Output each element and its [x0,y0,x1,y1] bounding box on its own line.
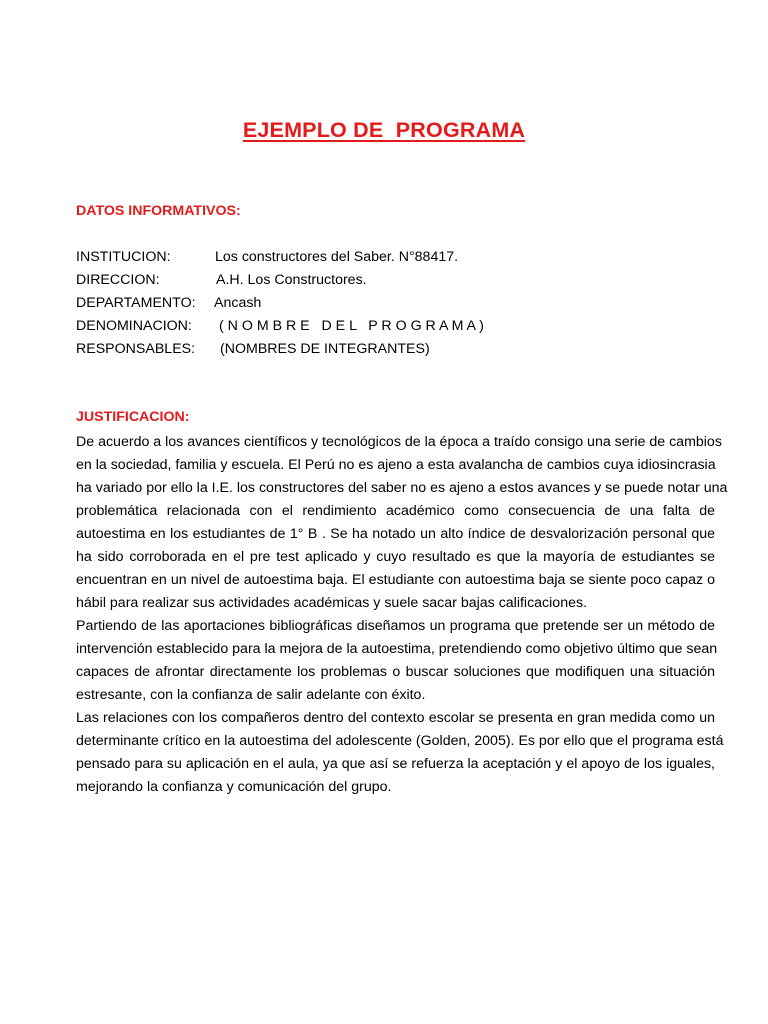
info-row-direccion [76,272,367,294]
paragraph-line: ha variado por ello la I.E. los constructores del saber no es ajeno a estos avances y se puede notar una [76,480,728,496]
info-label: DENOMINACION: [76,318,192,334]
justificacion-heading: JUSTIFICACION: [76,409,190,425]
paragraph-line: Las relaciones con los compañeros dentro del contexto escolar se presenta en gran medida como un [76,710,715,726]
page-title: EJEMPLO DE PROGRAMA [242,118,526,142]
paragraph-line: hábil para realizar sus actividades académicas y suele sacar bajas calificaciones. [76,595,588,611]
info-label: RESPONSABLES: [76,341,196,357]
paragraph-line: estresante, con la confianza de salir adelante con éxito. [76,687,426,703]
justificacion-paragraph-3 [76,707,724,799]
paragraph-line: autoestima en los estudiantes de 1° B . Se ha notado un alto índice de desvalorización personal que [76,526,715,542]
info-value: Los constructores del Saber. N°88417. [215,249,459,265]
info-row-responsables [76,341,430,363]
justificacion-paragraph-1 [76,431,728,615]
datos-informativos-heading: DATOS INFORMATIVOS: [76,203,241,219]
paragraph-line: pensado para su aplicación en el aula, ya que así se refuerza la aceptación y el apoyo de los iguales, [76,756,715,772]
paragraph-line: problemática relacionada con el rendimiento académico como consecuencia de una falta de [76,503,715,519]
info-label: INSTITUCION: [76,249,171,265]
info-value: (NOMBRES DE INTEGRANTES) [220,341,430,357]
info-value: Ancash [214,295,262,311]
info-label: DEPARTAMENTO: [76,295,196,311]
info-value: A.H. Los Constructores. [216,272,367,288]
paragraph-line: intervención establecido para la mejora de la autoestima, pretendiendo como objetivo último que sean [76,641,718,657]
paragraph-line: en la sociedad, familia y escuela. El Perú no es ajeno a esta avalancha de cambios cuya idiosincrasia [76,457,716,473]
paragraph-line: determinante crítico en la autoestima del adolescente (Golden, 2005). Es por ello que el programa está [76,733,724,749]
paragraph-line: encuentran en un nivel de autoestima baja. El estudiante con autoestima baja se siente poco capaz o [76,572,715,588]
info-row-institucion [76,249,459,271]
paragraph-line: ha sido corroborada en el pre test aplicado y cuyo resultado es que la mayoría de estudiantes se [76,549,715,565]
info-row-denominacion [76,318,484,340]
justificacion-paragraph-2 [76,615,718,707]
info-value: ( N O M B R E D E L P R O G R A M A ) [219,318,484,334]
info-label: DIRECCION: [76,272,160,288]
paragraph-line: mejorando la confianza y comunicación del grupo. [76,779,392,795]
paragraph-line: Partiendo de las aportaciones bibliográficas diseñamos un programa que pretende ser un método de [76,618,715,634]
info-row-departamento [76,295,262,317]
paragraph-line: De acuerdo a los avances científicos y tecnológicos de la época a traído consigo una serie de cambios [76,434,722,450]
paragraph-line: capaces de afrontar directamente los problemas o buscar soluciones que modifiquen una situación [76,664,715,680]
